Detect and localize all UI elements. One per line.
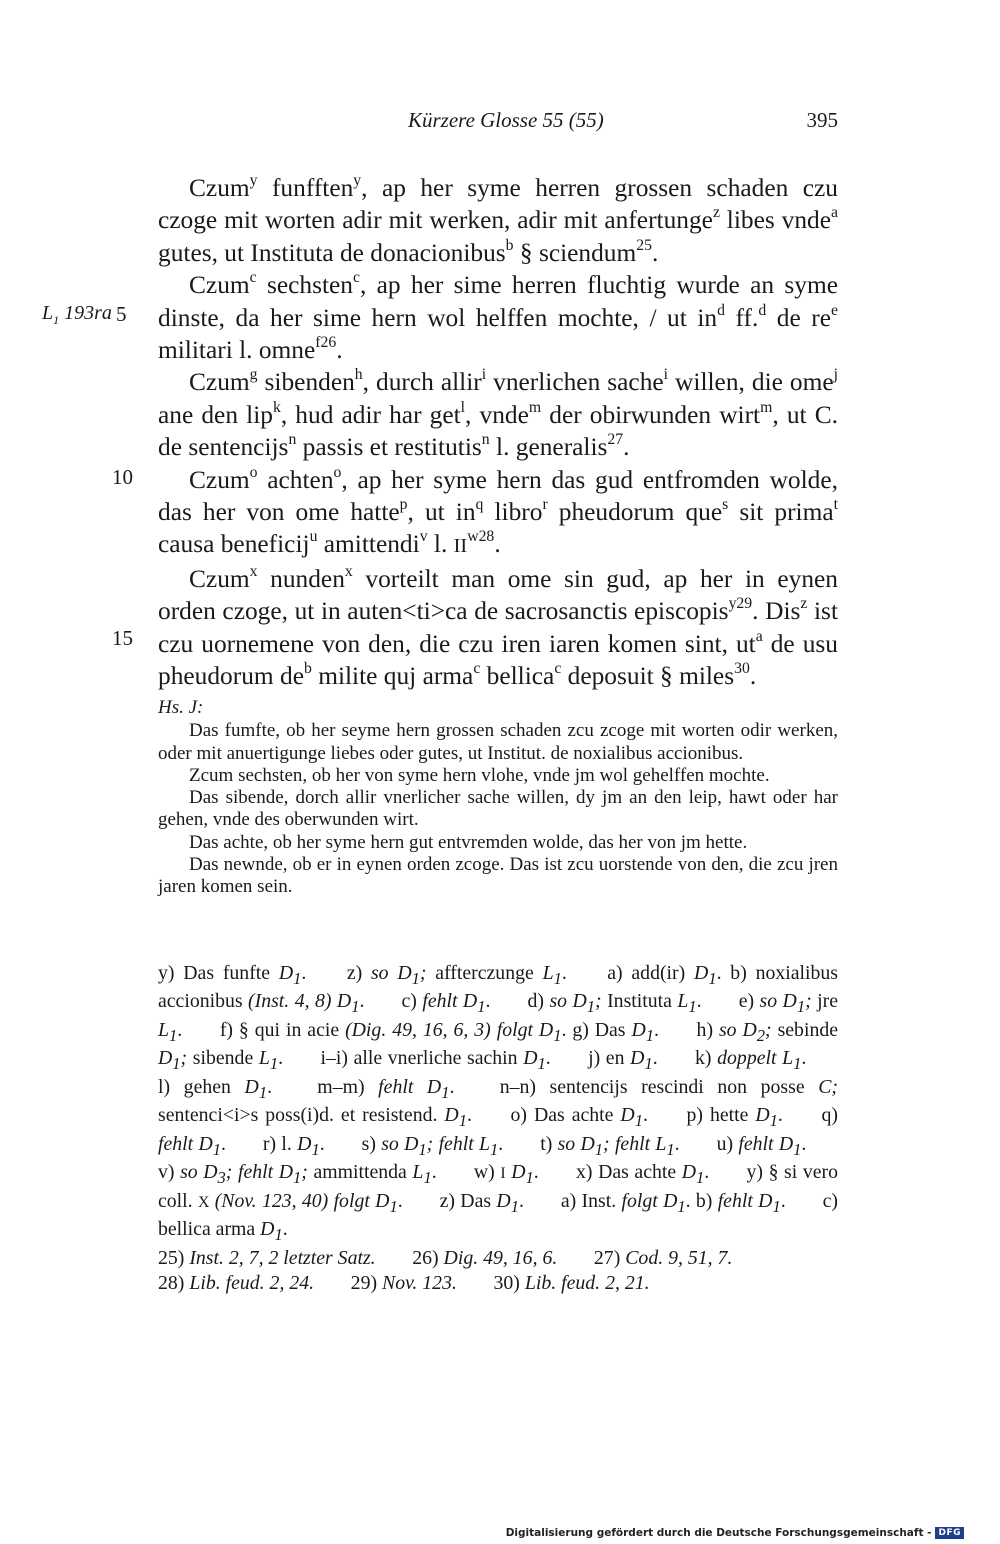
manuscript-reference: $L_1$ 193ra — [42, 302, 112, 327]
hs-paragraph: Das sibende, dorch allir vnerlicher sache willen, dy jm an den leip, hawt oder har gehen, vnde des oberwunden wirt. — [158, 787, 838, 831]
hs-paragraph: Zcum sechsten, ob her von syme hern vlohe, vnde jm wol gehelffen mochte. — [189, 764, 770, 786]
dfg-logo: DFG — [935, 1527, 964, 1539]
manuscript-j-variant — [158, 697, 838, 899]
main-text — [158, 172, 838, 693]
page-number: 395 — [806, 108, 838, 132]
page-header — [158, 108, 838, 138]
digitization-credit — [506, 1527, 964, 1539]
hs-paragraph: Das newnde, ob er in eynen orden zcoge. Das ist zcu uorstende von den, die zcu jren jaren komen sein. — [158, 854, 838, 898]
main-paragraph: Czum$^x$ nunden$^x$ vorteilt man ome sin gud, ap her in eynen orden czoge, ut in auten<ti>ca de sacrosanctis episcopis$^{y29}$. Dis$^z$ ist czu uornemene von den, die czu iren iaren komen sint, $ut^a$ de usu pheudorum $de^b$ milite quj arma$^c$ bellica$^c$ deposuit § miles$^{30}$. — [158, 562, 838, 691]
main-paragraph: Czum$^o$ achten$^o$, ap her syme hern das gud entfromden wolde, das her von ome hatte$^p$, ut $in^q$ libro$^r$ pheudorum que$^s$ sit prima$^t$ causa beneficij$^u$ amittendi$^v$ l. $II^{w28}$. — [158, 463, 838, 559]
source-footnotes: 25) Inst. 2, 7, 2 letzter Satz. 26) Dig. 49, 16, 6. 27) Cod. 9, 51, 7. 28) Lib. feud. 2, 24. 29) Nov. 123. 30) Lib. feud. 2, 21. — [158, 1247, 733, 1294]
running-title: Kürzere Glosse 55 (55) — [408, 108, 604, 132]
critical-apparatus: y) Das funfte $D_1$. z) so $D_1$; affterczunge $L_1$. a) add(ir) $D_1$. b) noxialibus accionibus (Inst. 4, 8) $D_1$. c) fehlt $D_1$. d) so $D_1$; Instituta $L_1$. e) so $D_1$; jre $L_1$. f) § qui in acie (Dig. 49, 16, 6, 3) folgt $D_1$. g) Das $D_1$. h) so $D_2$; sebinde $D_1$; sibende $L_1$. i–i) alle vnerliche sachin $D_1$. j) en $D_1$. k) doppelt $L_1$. l) gehen $D_1$. m–m) fehlt $D_1$. n–n) sentencijs rescindi non posse C; sentenci<i>s poss(i)d. et resistend. $D_1$. o) Das achte $D_1$. p) hette $D_1$. q) fehlt $D_1$. r) l. $D_1$. s) so $D_1$; fehlt $L_1$. t) so $D_1$; fehlt $L_1$. u) fehlt $D_1$. v) so $D_3$; fehlt $D_1$; ammittenda $L_1$. w) I $D_1$. x) Das achte $D_1$. y) § si vero coll. X (Nov. 123, 40) folgt $D_1$. z) Das $D_1$. a) Inst. folgt $D_1$. b) fehlt $D_1$. c) bellica arma $D_1$. — [158, 962, 839, 1245]
main-paragraph: Czum$^y$ funfften$^y$, ap her syme herren grossen schaden czu czoge mit worten adir mit werken, adir mit anfertunge$^z$ libes vnde$^a$ gutes, ut Instituta de donacionibus$^b$ § sciendum$^{25}$. — [158, 171, 838, 267]
main-paragraph: Czum$^c$ sechsten$^c$, ap her sime herren fluchtig wurde an syme dinste, da her sime hern wol helffen mochte, / ut $in^d$ ff.$^d$ de $re^e$ militari l. omne$^{f26}$. — [158, 269, 838, 365]
hs-paragraph: Das fumfte, ob her seyme hern grossen schaden zcu zcoge mit worten odir werken, oder mit anuertigunge liebes oder gutes, ut Institut. de noxialibus accionibus. — [158, 720, 838, 764]
hs-paragraph: Das achte, ob her syme hern gut entvremden wolde, das her von jm hette. — [189, 831, 748, 853]
line-number-15: 15 — [112, 626, 133, 650]
credit-text: Digitalisierung gefördert durch die Deutsche Forschungsgemeinschaft - — [505, 1527, 932, 1539]
hs-title: Hs. J: — [158, 697, 204, 718]
line-number-5: 5 — [116, 302, 127, 326]
line-number-10: 10 — [112, 465, 133, 489]
main-paragraph: Czum$^g$ sibenden$^h$, durch allir$^i$ vnerlichen sache$^i$ willen, die ome$^j$ ane den lip$^k$, hud adir har get$^l$, vnde$^m$ der obirwunden wirt$^m$, ut C. de sentencijs$^n$ passis et restitutis$^n$ l. generalis$^{27}$. — [158, 366, 838, 462]
